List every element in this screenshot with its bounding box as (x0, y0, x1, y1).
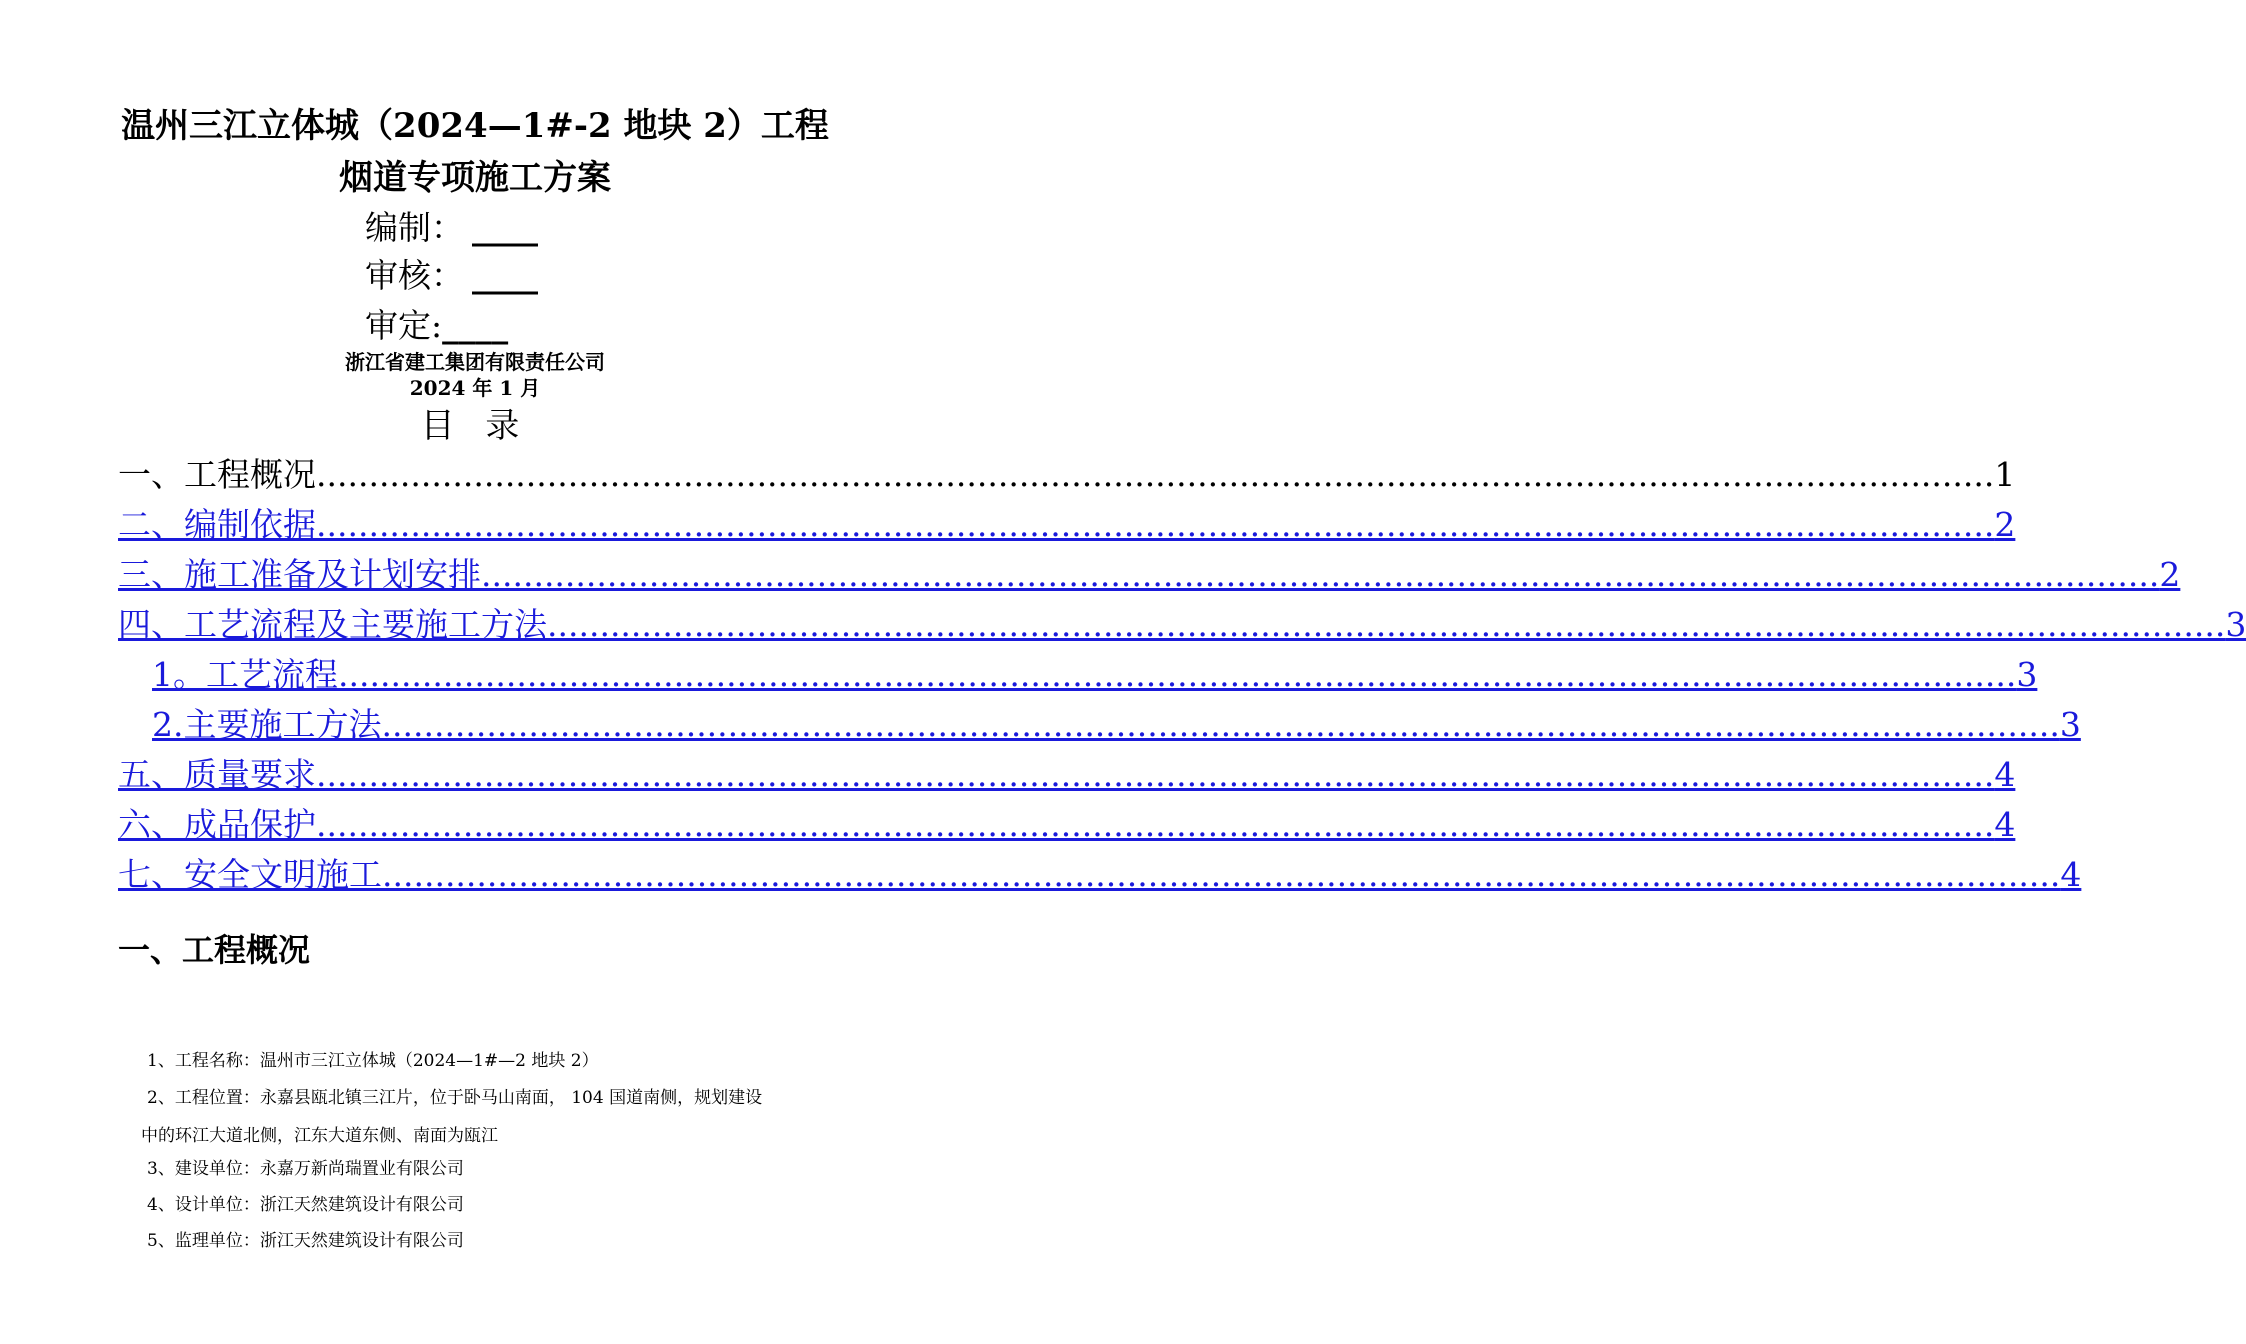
document-subtitle: 烟道专项施工方案 (339, 158, 611, 198)
toc-item-page: 4 (1994, 755, 2016, 794)
toc-leader-dots: ................................................................................................................................................................ (316, 805, 1995, 844)
document-title: 温州三江立体城（2024—1#-2 地块 2）工程 (121, 106, 829, 146)
toc-leader-dots: ................................................................................................................................................................ (316, 755, 1995, 794)
toc-leader-dots: ................................................................................................................................................................ (338, 655, 2017, 694)
section-heading: 一、工程概况 (118, 931, 311, 969)
toc-item-page: 3 (2016, 655, 2038, 694)
toc-item-text: 一、工程概况 (118, 455, 316, 494)
toc-item-text: 五、质量要求 (118, 755, 316, 794)
toc-item-text: 四、工艺流程及主要施工方法 (118, 605, 547, 644)
toc-leader-dots: ................................................................................................................................................................ (547, 605, 2226, 644)
toc-leader-dots: ................................................................................................................................................................ (316, 455, 1995, 494)
toc-item-page: 1 (1994, 455, 2016, 494)
toc-item-safety[interactable] (118, 854, 2082, 896)
sign-blank-compile: ____ (472, 208, 538, 247)
toc-item-protection[interactable] (118, 804, 2016, 846)
overview-line: 4、设计单位：浙江天然建筑设计有限公司 (147, 1195, 464, 1215)
toc-item-quality[interactable] (118, 754, 2016, 796)
overview-line: 3、建设单位：永嘉万新尚瑞置业有限公司 (147, 1159, 464, 1179)
document-date: 2024 年 1 月 (409, 376, 541, 400)
overview-line: 2、工程位置：永嘉县瓯北镇三江片，位于卧马山南面， 104 国道南侧，规划建设 (147, 1088, 763, 1108)
toc-item-page: 3 (2225, 605, 2246, 644)
toc-leader-dots: ................................................................................................................................................................ (382, 855, 2061, 894)
sign-line-approve (365, 306, 508, 346)
toc-item-text: 1。工艺流程 (152, 655, 338, 694)
company-name: 浙江省建工集团有限责任公司 (345, 350, 605, 374)
overview-line: 1、工程名称：温州市三江立体城（2024—1#—2 地块 2） (147, 1051, 599, 1071)
sign-label-review: 审核： (365, 256, 464, 295)
toc-item-preparation[interactable] (118, 554, 2181, 596)
toc-item-process-flow[interactable] (152, 654, 2038, 696)
toc-item-basis[interactable] (118, 504, 2016, 546)
toc-item-text: 三、施工准备及计划安排 (118, 555, 481, 594)
toc-item-page: 4 (2060, 855, 2082, 894)
overview-line: 中的环江大道北侧，江东大道东侧、南面为瓯江 (141, 1126, 498, 1146)
toc-item-text: 二、编制依据 (118, 505, 316, 544)
sign-blank-approve: ____ (442, 306, 509, 345)
toc-item-page: 2 (1994, 505, 2016, 544)
sign-label-approve: 审定: (365, 306, 443, 345)
toc-item-text: 七、安全文明施工 (118, 855, 382, 894)
toc-item-page: 4 (1994, 805, 2016, 844)
sign-line-review (365, 256, 538, 296)
toc-item-main-methods[interactable] (152, 704, 2081, 746)
toc-item-page: 3 (2059, 705, 2081, 744)
toc-item-text: 六、成品保护 (118, 805, 316, 844)
toc-item-text: 2.主要施工方法 (152, 705, 382, 744)
toc-item-process-methods[interactable] (118, 604, 2246, 646)
toc-item-overview[interactable] (118, 454, 2016, 496)
toc-leader-dots: ................................................................................................................................................................ (381, 705, 2060, 744)
toc-leader-dots: ................................................................................................................................................................ (481, 555, 2160, 594)
toc-heading: 目 录 (420, 406, 530, 446)
toc-item-page: 2 (2159, 555, 2181, 594)
overview-line: 5、监理单位：浙江天然建筑设计有限公司 (147, 1231, 464, 1251)
sign-label-compile: 编制： (365, 208, 464, 247)
sign-line-compile (365, 208, 538, 248)
sign-blank-review: ____ (472, 256, 538, 295)
toc-leader-dots: ................................................................................................................................................................ (316, 505, 1995, 544)
